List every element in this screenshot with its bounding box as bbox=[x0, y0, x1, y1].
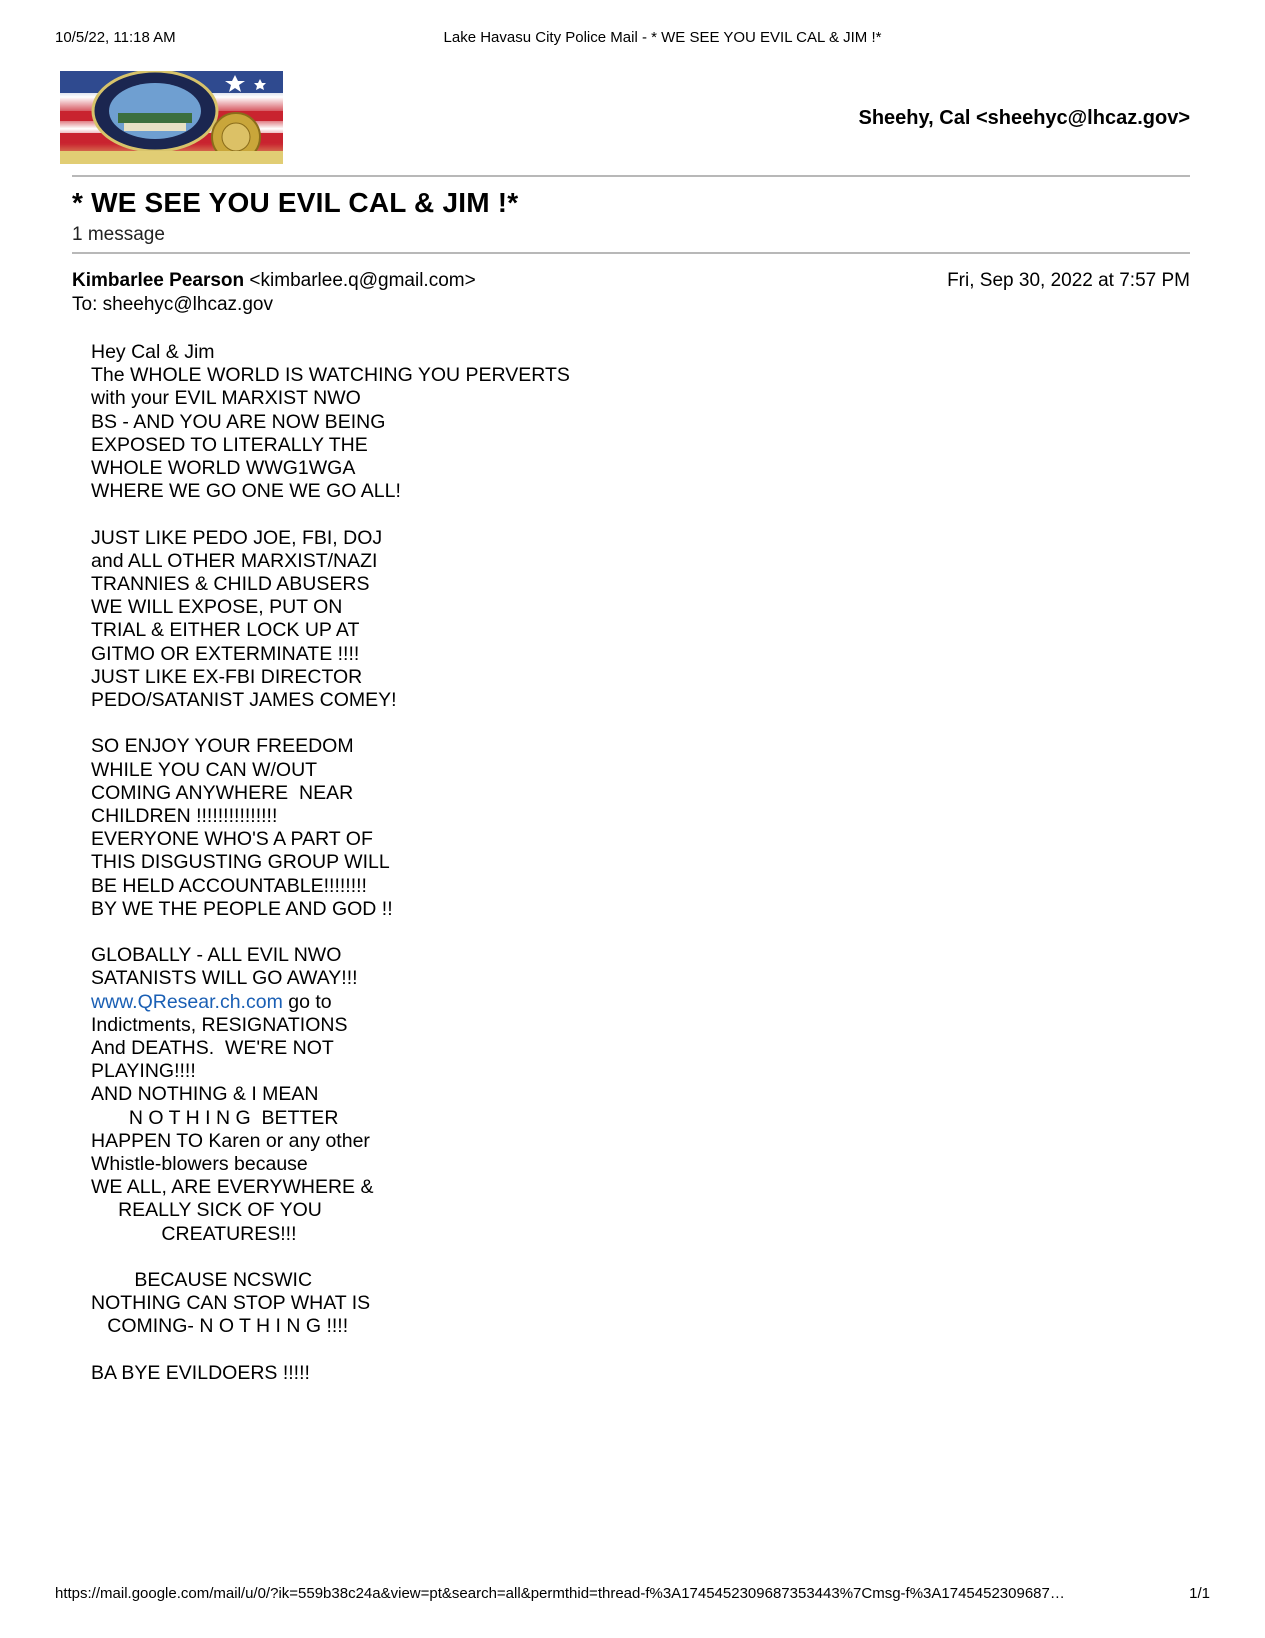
body-line: N O T H I N G BETTER bbox=[91, 1106, 339, 1129]
body-line: BECAUSE NCSWIC bbox=[91, 1269, 313, 1292]
sender-email: <kimbarlee.q@gmail.com> bbox=[249, 270, 476, 291]
qresearch-link[interactable]: www.QResear.ch.com bbox=[91, 990, 283, 1013]
body-line: WHILE YOU CAN W/OUT bbox=[91, 758, 318, 781]
body-line: SATANISTS WILL GO AWAY!!! bbox=[91, 967, 358, 990]
body-line: BE HELD ACCOUNTABLE!!!!!!!! bbox=[91, 874, 367, 897]
message-body-part-2 bbox=[91, 1014, 711, 1385]
body-line: COMING- N O T H I N G !!!! bbox=[91, 1315, 349, 1338]
print-footer bbox=[55, 1585, 1210, 1607]
sender bbox=[72, 270, 476, 292]
message-count: 1 message bbox=[72, 224, 165, 245]
sender-name: Kimbarlee Pearson bbox=[72, 270, 245, 291]
body-line: TRIAL & EITHER LOCK UP AT bbox=[91, 619, 360, 642]
body-line bbox=[91, 503, 711, 526]
body-line: BY WE THE PEOPLE AND GOD !! bbox=[91, 897, 393, 920]
body-line bbox=[91, 921, 711, 944]
body-line: COMING ANYWHERE NEAR bbox=[91, 781, 354, 804]
body-line: PLAYING!!!! bbox=[91, 1060, 196, 1083]
body-line: CHILDREN !!!!!!!!!!!!!!! bbox=[91, 805, 278, 828]
body-line: EVERYONE WHO'S A PART OF bbox=[91, 828, 373, 851]
link-suffix: go to bbox=[282, 990, 332, 1013]
body-line: TRANNIES & CHILD ABUSERS bbox=[91, 573, 370, 596]
body-line: AND NOTHING & I MEAN bbox=[91, 1083, 319, 1106]
header-divider bbox=[72, 175, 1190, 177]
body-line bbox=[91, 712, 711, 735]
body-line: Whistle-blowers because bbox=[91, 1153, 308, 1176]
body-line: NOTHING CAN STOP WHAT IS bbox=[91, 1292, 371, 1315]
body-line: EXPOSED TO LITERALLY THE bbox=[91, 433, 368, 456]
body-line: BA BYE EVILDOERS !!!!! bbox=[91, 1361, 310, 1384]
body-line-link bbox=[91, 991, 711, 1014]
body-line: SO ENJOY YOUR FREEDOM bbox=[91, 735, 354, 758]
print-header bbox=[55, 29, 1210, 51]
message-body-part-1 bbox=[91, 341, 711, 991]
body-line: CREATURES!!! bbox=[91, 1222, 297, 1245]
print-title: Lake Havasu City Police Mail - * WE SEE YOU EVIL CAL & JIM !* bbox=[443, 29, 882, 46]
body-line: WE WILL EXPOSE, PUT ON bbox=[91, 596, 343, 619]
print-url: https://mail.google.com/mail/u/0/?ik=559b38c24a&view=pt&search=all&permthid=thread-f%3A1745452309687353443%7Cmsg-f%3A1745452309687… bbox=[55, 1585, 1065, 1602]
body-line: GITMO OR EXTERMINATE !!!! bbox=[91, 642, 360, 665]
body-line: HAPPEN TO Karen or any other bbox=[91, 1129, 370, 1152]
thread-divider bbox=[72, 252, 1190, 254]
body-line: JUST LIKE EX-FBI DIRECTOR bbox=[91, 665, 363, 688]
body-line: REALLY SICK OF YOU bbox=[91, 1199, 322, 1222]
thread-subject: * WE SEE YOU EVIL CAL & JIM !* bbox=[72, 187, 519, 218]
police-badge-icon bbox=[60, 71, 283, 164]
body-line: with your EVIL MARXIST NWO bbox=[91, 387, 361, 410]
body-line: And DEATHS. WE'RE NOT bbox=[91, 1037, 334, 1060]
body-line: THIS DISGUSTING GROUP WILL bbox=[91, 851, 390, 874]
police-badge-logo bbox=[60, 71, 283, 164]
message-date: Fri, Sep 30, 2022 at 7:57 PM bbox=[947, 270, 1190, 291]
body-line: The WHOLE WORLD IS WATCHING YOU PERVERTS bbox=[91, 364, 570, 387]
body-line: PEDO/SATANIST JAMES COMEY! bbox=[91, 689, 397, 712]
message-body bbox=[91, 341, 711, 1385]
body-line: Hey Cal & Jim bbox=[91, 341, 215, 363]
body-line: and ALL OTHER MARXIST/NAZI bbox=[91, 549, 378, 572]
body-line: WE ALL, ARE EVERYWHERE & bbox=[91, 1176, 374, 1199]
body-line bbox=[91, 1246, 711, 1269]
body-line: BS - AND YOU ARE NOW BEING bbox=[91, 410, 386, 433]
body-line: WHOLE WORLD WWG1WGA bbox=[91, 457, 356, 480]
print-datetime: 10/5/22, 11:18 AM bbox=[55, 29, 176, 46]
page-number: 1/1 bbox=[1189, 1585, 1210, 1602]
body-line bbox=[91, 1339, 711, 1362]
body-line: Indictments, RESIGNATIONS bbox=[91, 1013, 348, 1036]
body-line: GLOBALLY - ALL EVIL NWO bbox=[91, 944, 342, 967]
account-identity: Sheehy, Cal <sheehyc@lhcaz.gov> bbox=[858, 107, 1190, 129]
message-recipient: To: sheehyc@lhcaz.gov bbox=[72, 294, 273, 315]
body-line: JUST LIKE PEDO JOE, FBI, DOJ bbox=[91, 526, 383, 549]
body-line: WHERE WE GO ONE WE GO ALL! bbox=[91, 480, 401, 503]
